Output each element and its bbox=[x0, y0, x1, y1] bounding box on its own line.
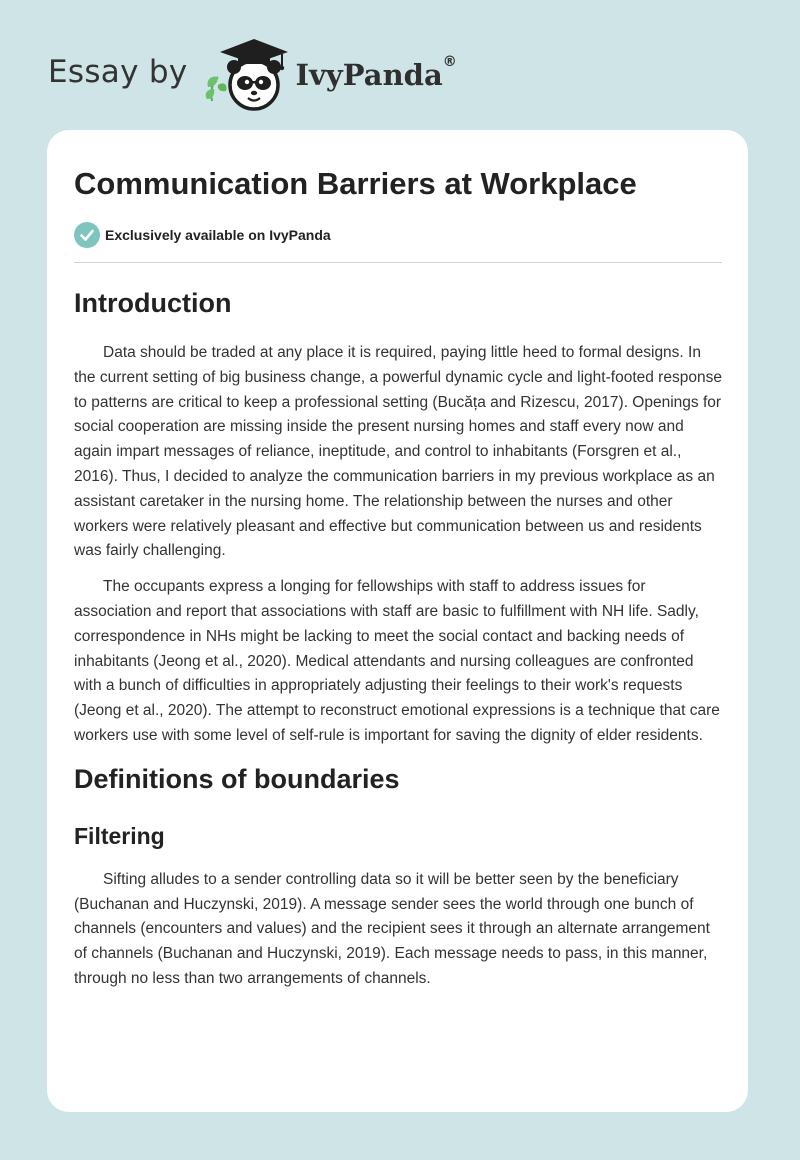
site-header bbox=[48, 34, 457, 114]
section-heading-introduction: Introduction bbox=[74, 288, 232, 318]
paragraph: Sifting alludes to a sender controlling data so it will be better seen by the beneficiary (Buchanan and Huczynski, 2019). A message sender sees the world through one bunch of channels (encounters and values) and the recipient sees it through an alternate arrangement of channels (Buchanan and Huczynski, 2019). Each message needs to pass, in this manner, through no less than two arrangements of channels. bbox=[74, 870, 710, 987]
divider bbox=[74, 262, 722, 263]
paragraph: Data should be traded at any place it is required, paying little heed to formal designs. In the current setting of big business change, a powerful dynamic cycle and light-footed response to patterns are critical to keep a professional setting (Bucăța and Rizescu, 2017). Openings for social cooperation are missing inside the present nursing homes and staff every now and again impart messages of reliance, ineptitude, and control to inhabitants (Forsgren et al., 2016). Thus, I decided to analyze the communication barriers in my previous workplace as an assistant caretaker in the nursing home. The relationship between the nurses and other workers were relatively pleasant and effective but communication between us and residents was fairly challenging. bbox=[74, 344, 722, 560]
exclusive-badge bbox=[74, 222, 722, 248]
essay-by-label: Essay by bbox=[48, 54, 188, 90]
brand-name[interactable]: IvyPanda® bbox=[295, 54, 457, 92]
registered-mark: ® bbox=[442, 54, 457, 70]
check-circle-icon bbox=[74, 222, 100, 248]
badge-label: Exclusively available on IvyPanda bbox=[105, 227, 331, 243]
paragraph: The occupants express a longing for fellowships with staff to address issues for association and report that associations with staff are basic to fulfillment with NH life. Sadly, correspondence in NHs might be lacking to meet the social contact and backing needs of inhabitants (Jeong et al., 2020). Medical attendants and nursing colleagues are confronted with a bunch of difficulties in appropriately adjusting their feelings to their work's requests (Jeong et al., 2020). The attempt to reconstruct emotional expressions is a technique that care workers use with some level of self-rule is important for saving the dignity of elder residents. bbox=[74, 578, 720, 744]
section-heading-definitions: Definitions of boundaries bbox=[74, 763, 400, 794]
subsection-heading-filtering: Filtering bbox=[74, 822, 165, 849]
essay-card bbox=[47, 130, 748, 1112]
panda-graduate-icon[interactable] bbox=[202, 35, 294, 113]
page-title: Communication Barriers at Workplace bbox=[74, 166, 637, 201]
